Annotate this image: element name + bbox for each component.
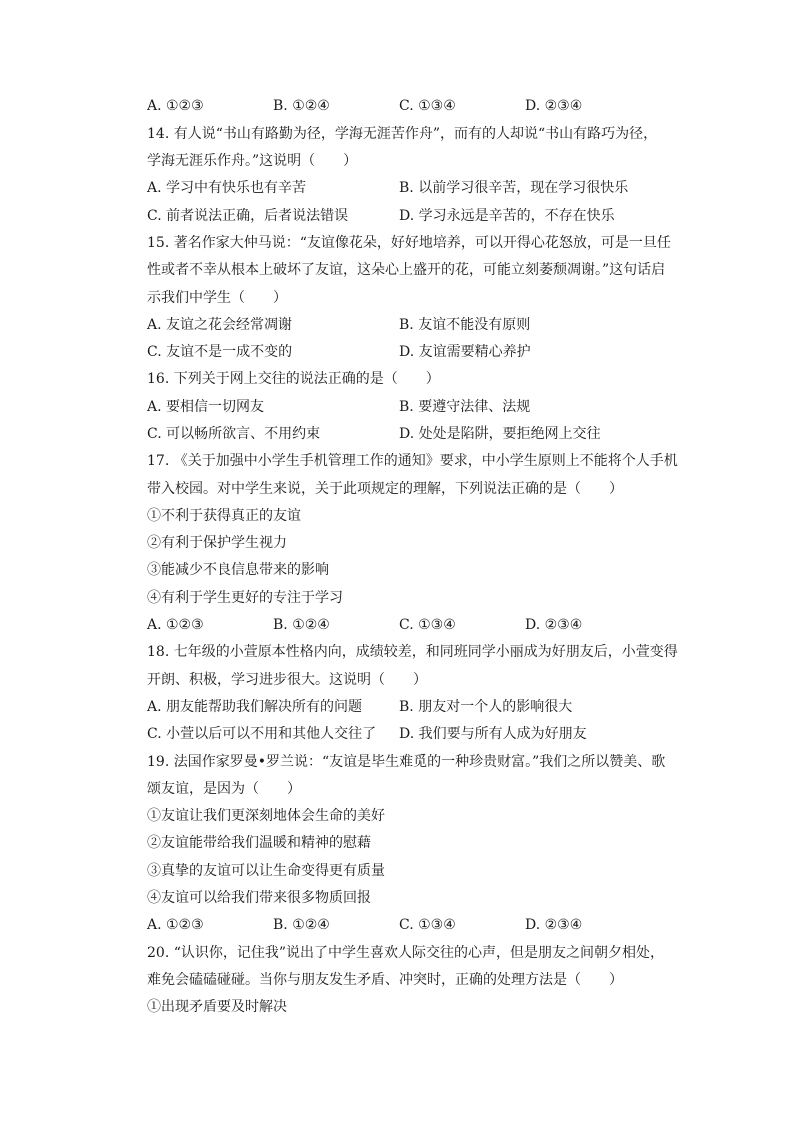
q17-statement-3: ③能减少不良信息带来的影响 xyxy=(147,562,329,578)
q15-options-row-2 xyxy=(147,342,647,362)
q14-stem-line-1: 14. 有人说“书山有路勤为径，学海无涯苦作舟”，而有的人却说“书山有路巧为径， xyxy=(147,126,658,142)
option-b: B. 朋友对一个人的影响很大 xyxy=(399,699,573,715)
q14-options-row-1 xyxy=(147,178,647,198)
q19-statement-3: ③真挚的友谊可以让生命变得更有质量 xyxy=(147,863,385,879)
q15-stem-line-3: 示我们中学生（ ） xyxy=(147,290,287,306)
option-b: B. 友谊不能没有原则 xyxy=(399,317,531,333)
option-b: B. 要遵守法律、法规 xyxy=(399,399,531,415)
option-b: B. ①②④ xyxy=(273,98,330,114)
option-d: D. ②③④ xyxy=(525,917,583,933)
option-d: D. 我们要与所有人成为好朋友 xyxy=(399,726,587,742)
option-c: C. ①③④ xyxy=(399,917,456,933)
q18-stem-line-1: 18. 七年级的小萱原本性格内向，成绩较差，和同班同学小丽成为好朋友后，小萱变得 xyxy=(147,644,678,660)
q16-stem-line-1: 16. 下列关于网上交往的说法正确的是（ ） xyxy=(147,371,440,387)
option-c: C. ①③④ xyxy=(399,617,456,633)
q16-options-row-1 xyxy=(147,397,647,417)
q17-stem-line-2: 带入校园。对中学生来说，关于此项规定的理解，下列说法正确的是（ ） xyxy=(147,481,623,497)
option-a: A. 友谊之花会经常凋谢 xyxy=(147,317,293,333)
q15-stem-line-1: 15. 著名作家大仲马说：“友谊像花朵，好好地培养，可以开得心花怒放，可是一旦任 xyxy=(147,235,671,251)
option-a: A. ①②③ xyxy=(147,917,204,933)
q14-stem-line-2: 学海无涯乐作舟。”这说明（ ） xyxy=(147,153,358,169)
option-c: C. 小萱以后可以不用和其他人交往了 xyxy=(147,726,377,742)
option-a: A. ①②③ xyxy=(147,617,204,633)
q17-options xyxy=(147,615,617,635)
q19-statement-1: ①友谊让我们更深刻地体会生命的美好 xyxy=(147,808,385,824)
q15-stem-line-2: 性或者不幸从根本上破坏了友谊，这朵心上盛开的花，可能立刻萎颓凋谢。”这句话启 xyxy=(147,262,666,278)
q18-options-row-1 xyxy=(147,697,647,717)
option-a: A. ①②③ xyxy=(147,98,204,114)
q19-statement-4: ④友谊可以给我们带来很多物质回报 xyxy=(147,890,371,906)
q17-statement-4: ④有利于学生更好的专注于学习 xyxy=(147,590,343,606)
q18-stem-line-2: 开朗、积极，学习进步很大。这说明（ ） xyxy=(147,672,427,688)
option-b: B. ①②④ xyxy=(273,917,330,933)
option-c: C. ①③④ xyxy=(399,98,456,114)
q19-stem-line-1: 19. 法国作家罗曼•罗兰说：“友谊是毕生难觅的一种珍贵财富。”我们之所以赞美、歌 xyxy=(147,754,666,770)
option-a: A. 学习中有快乐也有辛苦 xyxy=(147,180,307,196)
q20-stem-line-2: 难免会磕磕碰碰。当你与朋友发生矛盾、冲突时，正确的处理方法是（ ） xyxy=(147,972,623,988)
q19-options xyxy=(147,915,617,935)
option-a: A. 要相信一切网友 xyxy=(147,399,265,415)
option-c: C. 友谊不是一成不变的 xyxy=(147,344,293,360)
option-b: B. ①②④ xyxy=(273,617,330,633)
option-c: C. 可以畅所欲言、不用约束 xyxy=(147,426,321,442)
q17-statement-1: ①不利于获得真正的友谊 xyxy=(147,508,301,524)
q20-statement-1: ①出现矛盾要及时解决 xyxy=(147,999,287,1015)
option-c: C. 前者说法正确，后者说法错误 xyxy=(147,208,349,224)
option-b: B. 以前学习很辛苦，现在学习很快乐 xyxy=(399,180,629,196)
q17-stem-line-1: 17. 《关于加强中小学生手机管理工作的通知》要求，中小学生原则上不能将个人手机 xyxy=(147,453,678,469)
option-a: A. 朋友能帮助我们解决所有的问题 xyxy=(147,699,363,715)
q18-options-row-2 xyxy=(147,724,647,744)
option-d: D. 友谊需要精心养护 xyxy=(399,344,531,360)
q13-options xyxy=(147,96,617,116)
option-d: D. ②③④ xyxy=(525,98,583,114)
q19-stem-line-2: 颂友谊，是因为（ ） xyxy=(147,781,301,797)
q14-options-row-2 xyxy=(147,206,647,226)
q17-statement-2: ②有利于保护学生视力 xyxy=(147,535,287,551)
q20-stem-line-1: 20. “认识你，记住我”说出了中学生喜欢人际交往的心声，但是朋友之间朝夕相处， xyxy=(147,945,665,961)
option-d: D. 学习永远是辛苦的，不存在快乐 xyxy=(399,208,615,224)
option-d: D. ②③④ xyxy=(525,617,583,633)
q19-statement-2: ②友谊能带给我们温暖和精神的慰藉 xyxy=(147,835,371,851)
q15-options-row-1 xyxy=(147,315,647,335)
option-d: D. 处处是陷阱，要拒绝网上交往 xyxy=(399,426,601,442)
q16-options-row-2 xyxy=(147,424,647,444)
